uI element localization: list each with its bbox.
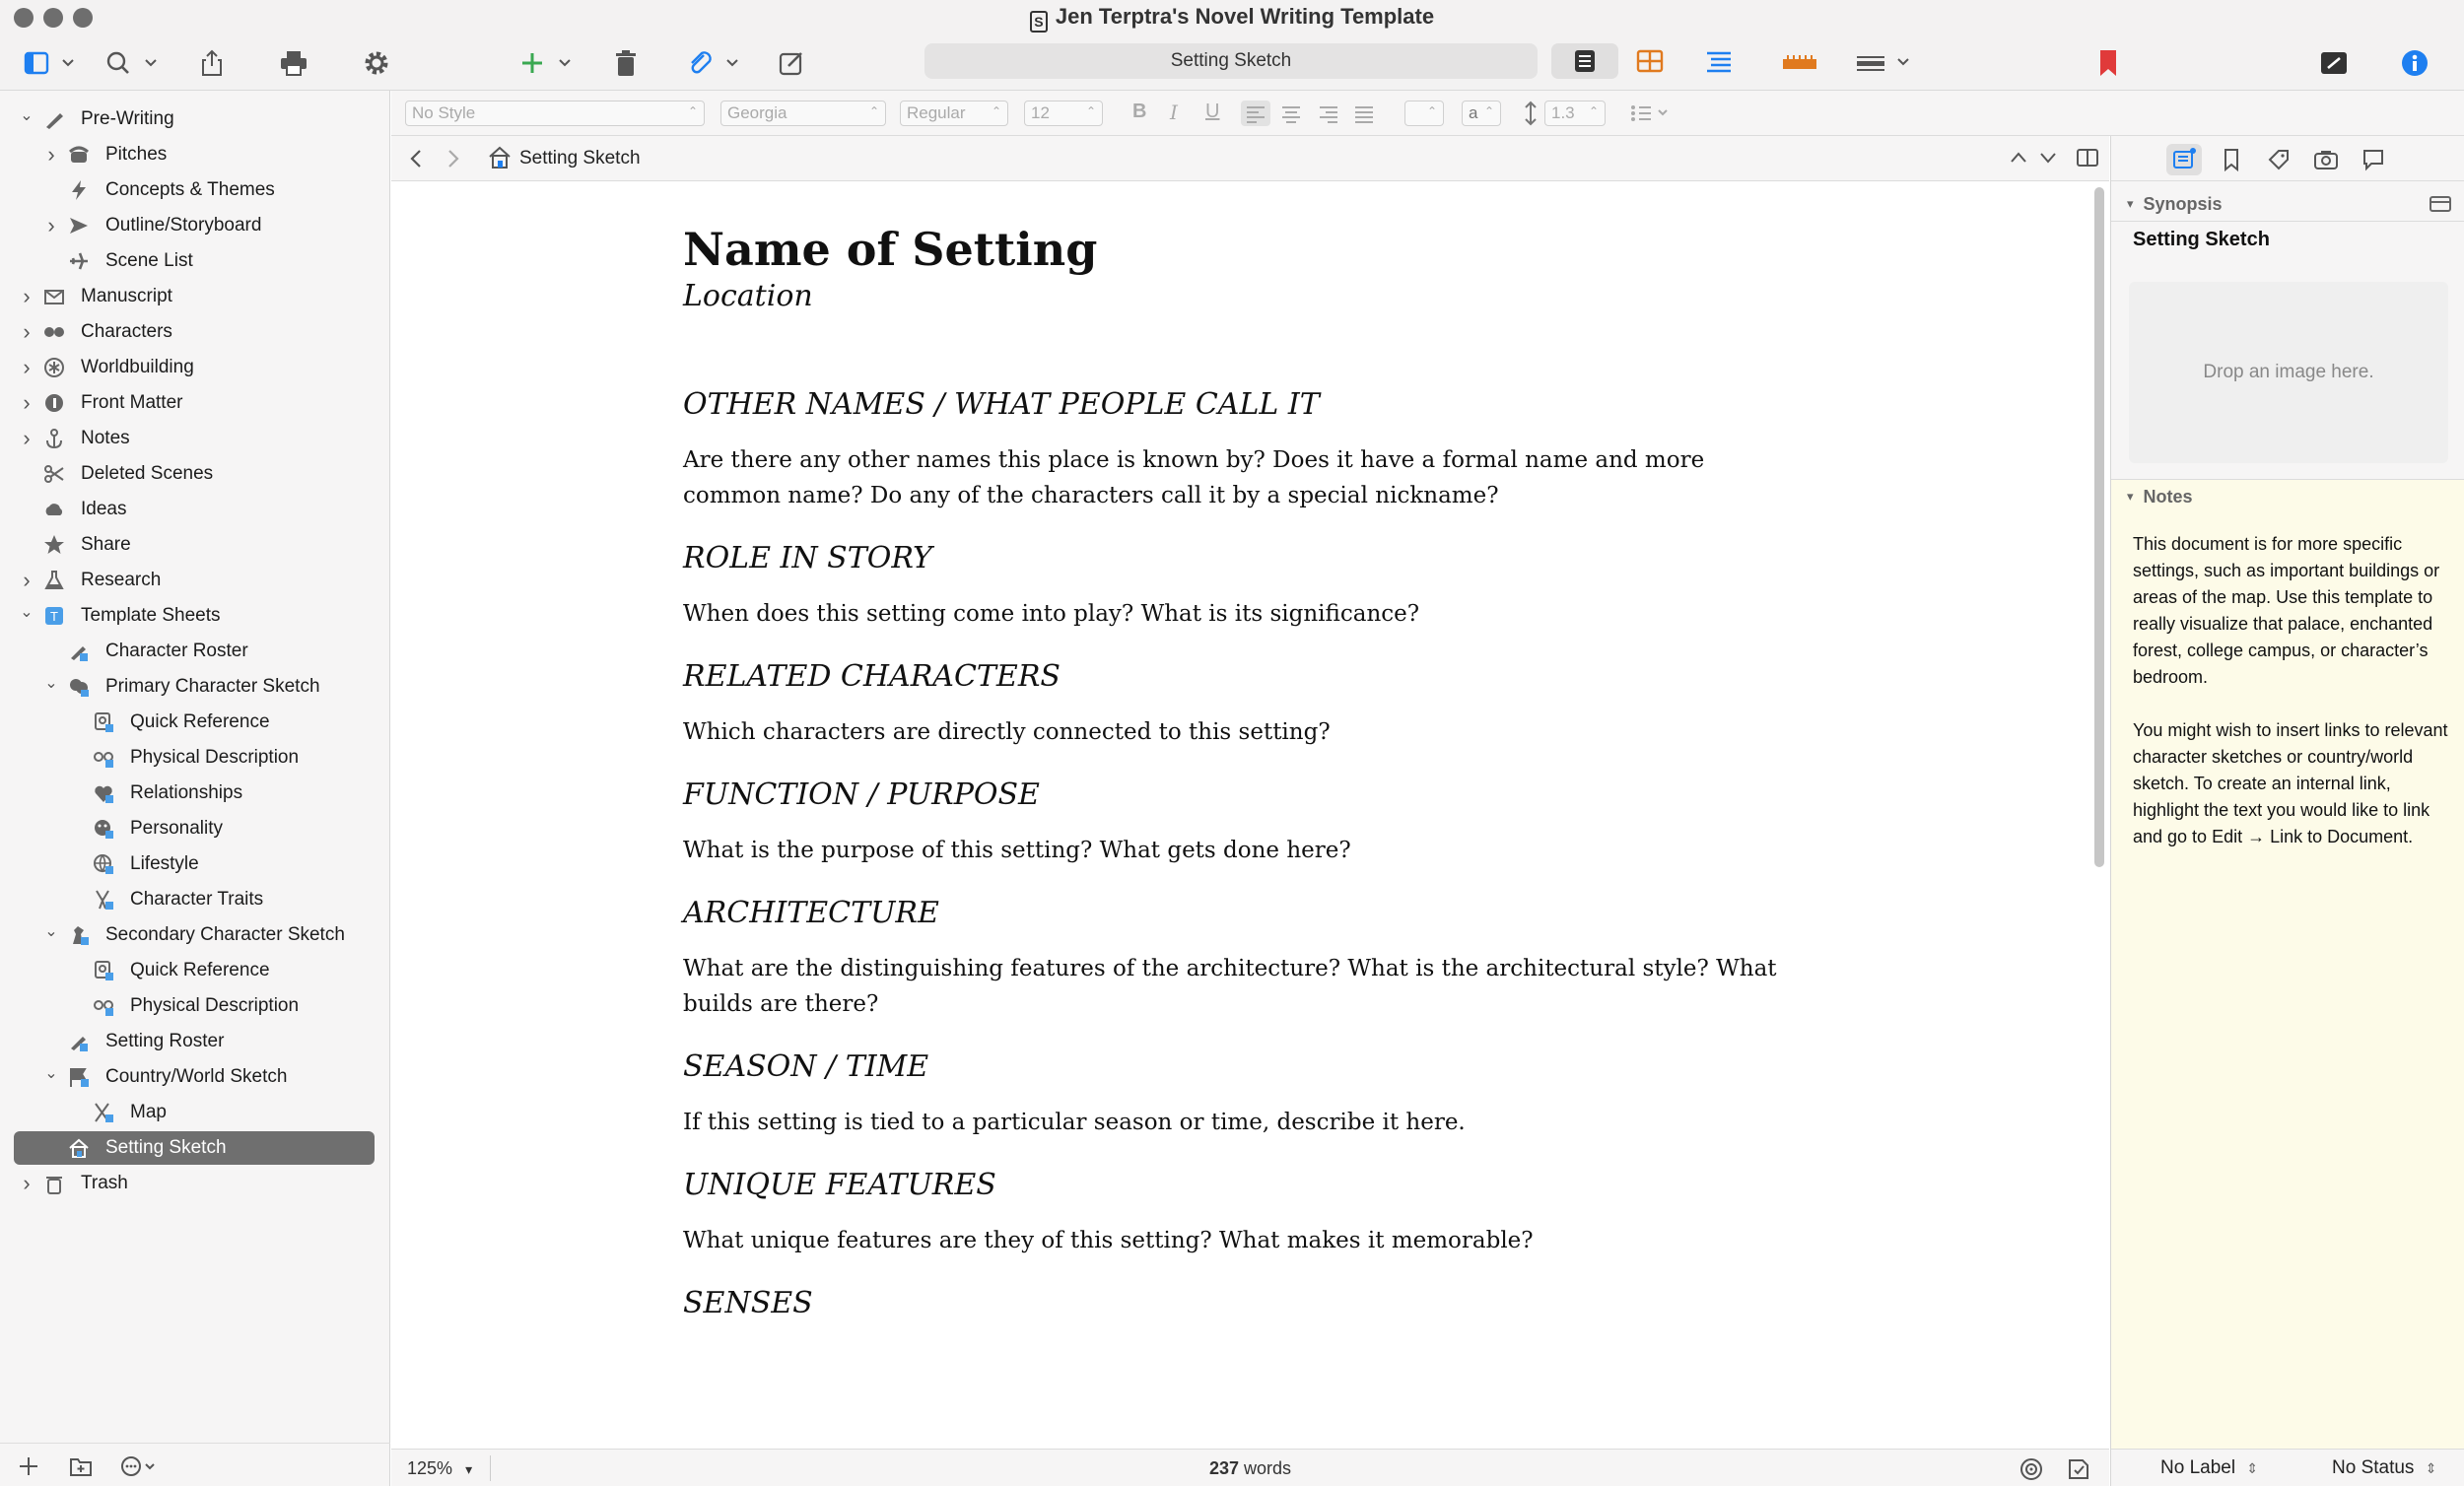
binder-item-label: Manuscript [81, 286, 172, 306]
star-icon [43, 534, 65, 556]
binder-item-label: Outline/Storyboard [105, 215, 262, 236]
flask-icon [43, 570, 65, 591]
word-count: 237 words [1208, 1458, 1292, 1478]
chevron-spacer [42, 252, 60, 270]
binder-item-label: Front Matter [81, 392, 183, 413]
binder-item[interactable] [0, 1096, 390, 1129]
document-section [683, 385, 1807, 513]
binder-item-label: Quick Reference [130, 711, 270, 732]
binder-item[interactable] [0, 422, 390, 455]
heart-icon [93, 782, 114, 804]
binder-item[interactable] [0, 847, 390, 881]
toolbar [0, 35, 2464, 91]
template-icon [43, 605, 65, 627]
corkboard-icon [1632, 43, 1668, 79]
back-chevron-icon[interactable] [409, 149, 423, 169]
section-heading: SENSES [683, 1286, 813, 1320]
binder-item[interactable] [0, 599, 390, 633]
document-view-icon [1551, 43, 1618, 79]
chevron-spacer [18, 465, 35, 483]
roster-icon [68, 1031, 90, 1052]
traits-icon [93, 889, 114, 911]
chess-icon [68, 924, 90, 946]
view-document-button[interactable] [1551, 43, 1618, 79]
binder-footer [0, 1443, 390, 1486]
delete-button[interactable] [611, 43, 641, 83]
chevron-spacer [42, 1139, 60, 1157]
section-heading: RELATED CHARACTERS [683, 659, 1061, 694]
section-heading: SEASON / TIME [683, 1049, 929, 1084]
highlight-color-select[interactable] [1404, 101, 1444, 126]
trash-icon [614, 49, 638, 77]
compose-button[interactable] [777, 43, 806, 83]
chevron-right-icon[interactable]: › [23, 426, 31, 450]
document-section [683, 1284, 1807, 1323]
split-editor-icon[interactable] [2077, 148, 2098, 168]
binder-item[interactable] [0, 883, 390, 916]
view-outline-button[interactable] [1701, 43, 1737, 79]
document-section [683, 776, 1807, 868]
zoom-chevron-icon: ▾ [465, 1461, 473, 1477]
section-body: What unique features are they of this setting? What makes it memorable? [683, 1228, 1534, 1253]
binder-item[interactable] [0, 493, 390, 526]
line-spacing-icon [1523, 101, 1539, 126]
binder-item-label: Deleted Scenes [81, 463, 214, 484]
notes-tab-icon [2172, 148, 2196, 171]
chevron-right-icon[interactable]: › [23, 1171, 31, 1195]
glasses-icon [93, 995, 114, 1017]
chevron-down-icon[interactable]: ⌄ [20, 604, 34, 621]
previous-document-icon[interactable] [2010, 150, 2027, 166]
section-heading: ROLE IN STORY [683, 541, 932, 575]
binder-item-label: Personality [130, 818, 223, 839]
binder-item-label: Pitches [105, 144, 168, 165]
share-icon [200, 49, 224, 77]
section-body: Which characters are directly connected to this setting? [683, 719, 1331, 745]
edit-icon [779, 50, 804, 76]
alignment-buttons[interactable] [1241, 101, 1379, 126]
scrivener-doc-icon: S [1030, 11, 1048, 33]
chevron-spacer [42, 1033, 60, 1050]
binder-item[interactable] [0, 741, 390, 775]
printer-icon [280, 50, 308, 76]
notes-paragraph: This document is for more specific settings, such as important buildings or areas of the map. Use this template to really visualize that palace, enchanted forest, college campus, or character’s bedroom. [2133, 534, 2440, 687]
tab-metadata[interactable] [2261, 144, 2296, 175]
binder-item[interactable] [0, 173, 390, 207]
binder-item[interactable] [0, 386, 390, 420]
list-style-icon[interactable] [1629, 102, 1673, 124]
bookmark-icon [2097, 49, 2119, 77]
tag-icon [2267, 148, 2291, 171]
next-document-icon[interactable] [2039, 150, 2057, 166]
glasses-icon [93, 747, 114, 769]
plane-icon [68, 250, 90, 272]
text-color-select[interactable]: a ⌃ [1462, 101, 1501, 126]
binder-item[interactable] [0, 564, 390, 597]
underline-button[interactable]: U [1205, 101, 1220, 122]
scissors-icon [43, 463, 65, 485]
binder-item-label: Relationships [130, 782, 243, 803]
binder-item-label: Research [81, 570, 162, 590]
binder-item-label: Secondary Character Sketch [105, 924, 345, 945]
sidebar-icon [24, 51, 75, 75]
globe-icon [93, 853, 114, 875]
binder-item[interactable] [0, 138, 390, 171]
chevron-right-icon[interactable]: › [23, 284, 31, 308]
editor-header [391, 136, 2109, 181]
settings-button[interactable] [361, 43, 392, 83]
image-dropzone[interactable]: Drop an image here. [2129, 282, 2448, 463]
chevron-spacer [18, 501, 35, 518]
inspector-pane [2110, 136, 2464, 1486]
view-mode-button[interactable] [20, 43, 79, 83]
add-item-button[interactable] [518, 43, 578, 83]
chevron-spacer [18, 536, 35, 554]
inspector-toggle-button[interactable] [2397, 43, 2432, 83]
chevron-spacer [67, 855, 85, 873]
synopsis-divider [2111, 221, 2464, 222]
section-body: If this setting is tied to a particular season or time, describe it here. [683, 1110, 1466, 1135]
binder-item-label: Pre-Writing [81, 108, 174, 129]
chevron-down-icon[interactable]: ⌄ [44, 923, 58, 940]
quill-icon [43, 108, 65, 130]
notes-pane[interactable] [2111, 479, 2464, 1449]
binder-item-label: Characters [81, 321, 172, 342]
chevron-spacer [67, 1104, 85, 1121]
title-bar [0, 0, 2464, 35]
section-heading: UNIQUE FEATURES [683, 1168, 996, 1202]
roster-icon [68, 641, 90, 662]
bold-button[interactable]: B [1132, 101, 1147, 122]
binder-item-label: Physical Description [130, 995, 300, 1016]
print-button[interactable] [278, 43, 309, 83]
italic-button[interactable]: I [1170, 101, 1178, 124]
camera-icon [2313, 149, 2339, 170]
document-section [683, 657, 1807, 750]
section-heading: OTHER NAMES / WHAT PEOPLE CALL IT [683, 387, 1320, 422]
ruler-icon [1782, 53, 1817, 73]
checkmark-doc-icon[interactable] [2067, 1457, 2090, 1481]
target-icon[interactable] [2019, 1457, 2043, 1481]
binder-item[interactable] [0, 1167, 390, 1200]
document-subheading: Location [683, 279, 813, 313]
section-body: Are there any other names this place is known by? Does it have a formal name and more common name? Do any of the characters call it by a special nickname? [683, 447, 1705, 508]
binder-item[interactable] [0, 457, 390, 491]
house-icon [68, 1137, 90, 1159]
chevron-right-icon[interactable]: › [23, 319, 31, 344]
search-button[interactable] [103, 43, 162, 83]
binder-item[interactable] [0, 954, 390, 987]
document-text[interactable] [683, 222, 1807, 1341]
binder-item-label: Setting Sketch [105, 1137, 227, 1158]
zoom-select[interactable]: 125% ▾ [407, 1458, 473, 1478]
quote-icon [43, 321, 65, 343]
binder-item-label: Share [81, 534, 131, 555]
document-section [683, 539, 1807, 632]
paragraph-style-select[interactable]: No Style ⌃ [405, 101, 705, 126]
tab-bookmarks[interactable] [2214, 144, 2249, 175]
binder-item-label: Physical Description [130, 747, 300, 768]
section-heading: ARCHITECTURE [683, 896, 939, 930]
binder-item[interactable] [0, 670, 390, 704]
chevron-spacer [42, 642, 60, 660]
view-corkboard-button[interactable] [1632, 43, 1668, 79]
trash-icon [43, 1173, 65, 1194]
document-section [683, 1047, 1807, 1140]
flag-icon [68, 1066, 90, 1088]
asterisk-icon [43, 357, 65, 378]
chevron-right-icon[interactable]: › [23, 355, 31, 379]
comment-icon [2361, 148, 2385, 171]
binder-item-label: Ideas [81, 499, 127, 519]
editor-scrollbar[interactable] [2094, 187, 2104, 867]
section-body: What are the distinguishing features of the architecture? What is the architectural style? What builds are there? [683, 956, 1777, 1017]
binder-item-label: Scene List [105, 250, 193, 271]
binder-item-label: Trash [81, 1173, 128, 1193]
chevron-down-icon: ▾ [2127, 196, 2134, 211]
chevron-right-icon[interactable]: › [23, 568, 31, 592]
chevron-right-icon[interactable]: › [47, 213, 55, 237]
page-layout-icon [1855, 51, 1914, 75]
layout-button[interactable] [1855, 43, 1914, 83]
binder-item-label: Concepts & Themes [105, 179, 275, 200]
synopsis-title[interactable]: Setting Sketch [2133, 229, 2270, 250]
binder-item[interactable] [0, 918, 390, 952]
new-folder-icon[interactable] [69, 1455, 93, 1477]
composition-icon [2320, 50, 2348, 76]
section-body: What is the purpose of this setting? What gets done here? [683, 838, 1351, 863]
chevron-down-icon[interactable]: ⌄ [44, 1065, 58, 1082]
stepper-icon: ⇕ [2425, 1460, 2437, 1476]
editor-pane[interactable] [391, 182, 2096, 1449]
attach-button[interactable] [686, 43, 745, 83]
binder-item-label: Notes [81, 428, 130, 448]
binder-item-label: Primary Character Sketch [105, 676, 320, 697]
share-button[interactable] [197, 43, 227, 83]
binder-item-label: Worldbuilding [81, 357, 194, 377]
anchor-icon [43, 428, 65, 449]
chevron-spacer [67, 997, 85, 1015]
chevron-down-icon[interactable]: ⌄ [44, 675, 58, 692]
document-heading: Name of Setting [683, 223, 1098, 276]
notes-text[interactable] [2133, 531, 2450, 877]
arrow-icon [68, 215, 90, 236]
chevron-spacer [67, 820, 85, 838]
tab-notes[interactable] [2166, 144, 2202, 175]
info-icon [2401, 49, 2429, 77]
binder-item[interactable] [0, 315, 390, 349]
envelope-icon [43, 286, 65, 307]
synopsis-header[interactable]: ▾ Synopsis [2111, 187, 2464, 221]
inspector-footer [2111, 1449, 2464, 1486]
chevron-right-icon[interactable]: › [23, 390, 31, 415]
bookmark-button[interactable] [2093, 43, 2123, 83]
document-title-field[interactable]: Setting Sketch [924, 43, 1538, 79]
binder-item-label: Character Traits [130, 889, 264, 910]
paperclip-icon [688, 50, 743, 76]
inspector-tabs [2111, 136, 2464, 181]
composition-mode-button[interactable] [2316, 43, 2352, 83]
section-body: When does this setting come into play? What is its significance? [683, 601, 1420, 627]
binder-item[interactable] [0, 1025, 390, 1058]
binder-item-label: Template Sheets [81, 605, 221, 626]
binder-item-label: Lifestyle [130, 853, 199, 874]
chevron-down-icon: ▾ [2127, 489, 2134, 504]
chevron-spacer [67, 713, 85, 731]
chevron-down-icon[interactable]: ⌄ [20, 107, 34, 124]
document-section [683, 1166, 1807, 1258]
notes-paragraph: You might wish to insert links to relevant character sketches or country/world sketch. To create an internal link, highlight the text you would like to link and go to Edit → Link to Document. [2133, 720, 2448, 846]
masks-icon [68, 676, 90, 698]
binder-item[interactable] [0, 812, 390, 845]
cloud-icon [43, 499, 65, 520]
gear-icon [363, 49, 390, 77]
chevron-spacer [42, 181, 60, 199]
ruler-button[interactable] [1780, 43, 1819, 83]
chevron-spacer [67, 962, 85, 979]
binder-item-label: Country/World Sketch [105, 1066, 288, 1087]
number-one-icon [43, 392, 65, 414]
binder-item[interactable] [0, 351, 390, 384]
stepper-icon: ⇕ [2246, 1460, 2259, 1476]
binder-item-label: Quick Reference [130, 960, 270, 980]
tab-snapshots[interactable] [2308, 144, 2344, 175]
binder-item[interactable] [0, 706, 390, 739]
binder-item-label: Setting Roster [105, 1031, 225, 1051]
svg-text:T: T [50, 609, 58, 624]
line-spacing-field[interactable]: 1.3 ⌃ [1544, 101, 1606, 126]
document-sections [683, 385, 1807, 1323]
chevron-spacer [67, 891, 85, 909]
document-section [683, 894, 1807, 1022]
status-select[interactable]: No Status ⇕ [2332, 1457, 2437, 1478]
bookmark-outline-icon [2223, 148, 2240, 171]
binder-item[interactable] [0, 777, 390, 810]
binder-item-label: Character Roster [105, 641, 248, 661]
binder-item[interactable] [0, 244, 390, 278]
binder-item[interactable] [0, 1060, 390, 1094]
binder-item[interactable] [0, 528, 390, 562]
label-select[interactable]: No Label ⇕ [2160, 1457, 2259, 1478]
binder-item-label: Map [130, 1102, 167, 1122]
map-icon [93, 1102, 114, 1123]
binder-item[interactable] [0, 102, 390, 136]
more-options-icon[interactable] [120, 1455, 160, 1477]
chevron-spacer [67, 784, 85, 802]
binder-item[interactable] [14, 1131, 375, 1165]
binder-item[interactable] [0, 635, 390, 668]
chevron-spacer [67, 749, 85, 767]
face-icon [93, 818, 114, 840]
font-size-field[interactable]: 12 ⌃ [1024, 101, 1103, 126]
add-icon[interactable] [18, 1455, 39, 1477]
font-weight-select[interactable]: Regular ⌃ [900, 101, 1008, 126]
chevron-right-icon[interactable]: › [47, 142, 55, 167]
font-family-select[interactable]: Georgia ⌃ [720, 101, 886, 126]
outline-icon [1701, 43, 1737, 79]
house-icon [488, 146, 512, 169]
binder-sidebar [0, 91, 390, 1486]
reference-icon [93, 711, 114, 733]
lightning-icon [68, 179, 90, 201]
notes-header[interactable]: ▾ Notes [2127, 486, 2193, 507]
synopsis-mode-icon[interactable] [2430, 196, 2451, 212]
format-bar [391, 91, 2464, 136]
binder-item[interactable] [0, 209, 390, 242]
section-heading: FUNCTION / PURPOSE [683, 777, 1040, 812]
editor-footer [391, 1449, 2109, 1486]
phone-icon [68, 144, 90, 166]
tab-comments[interactable] [2356, 144, 2391, 175]
reference-icon [93, 960, 114, 981]
plus-icon [520, 50, 576, 76]
editor-document-title[interactable]: Setting Sketch [519, 148, 641, 169]
window-title: S Jen Terptra's Novel Writing Template [0, 4, 2464, 33]
search-icon [104, 50, 160, 76]
forward-chevron-icon[interactable] [446, 149, 460, 169]
binder-item[interactable] [0, 989, 390, 1023]
binder-item[interactable] [0, 280, 390, 313]
